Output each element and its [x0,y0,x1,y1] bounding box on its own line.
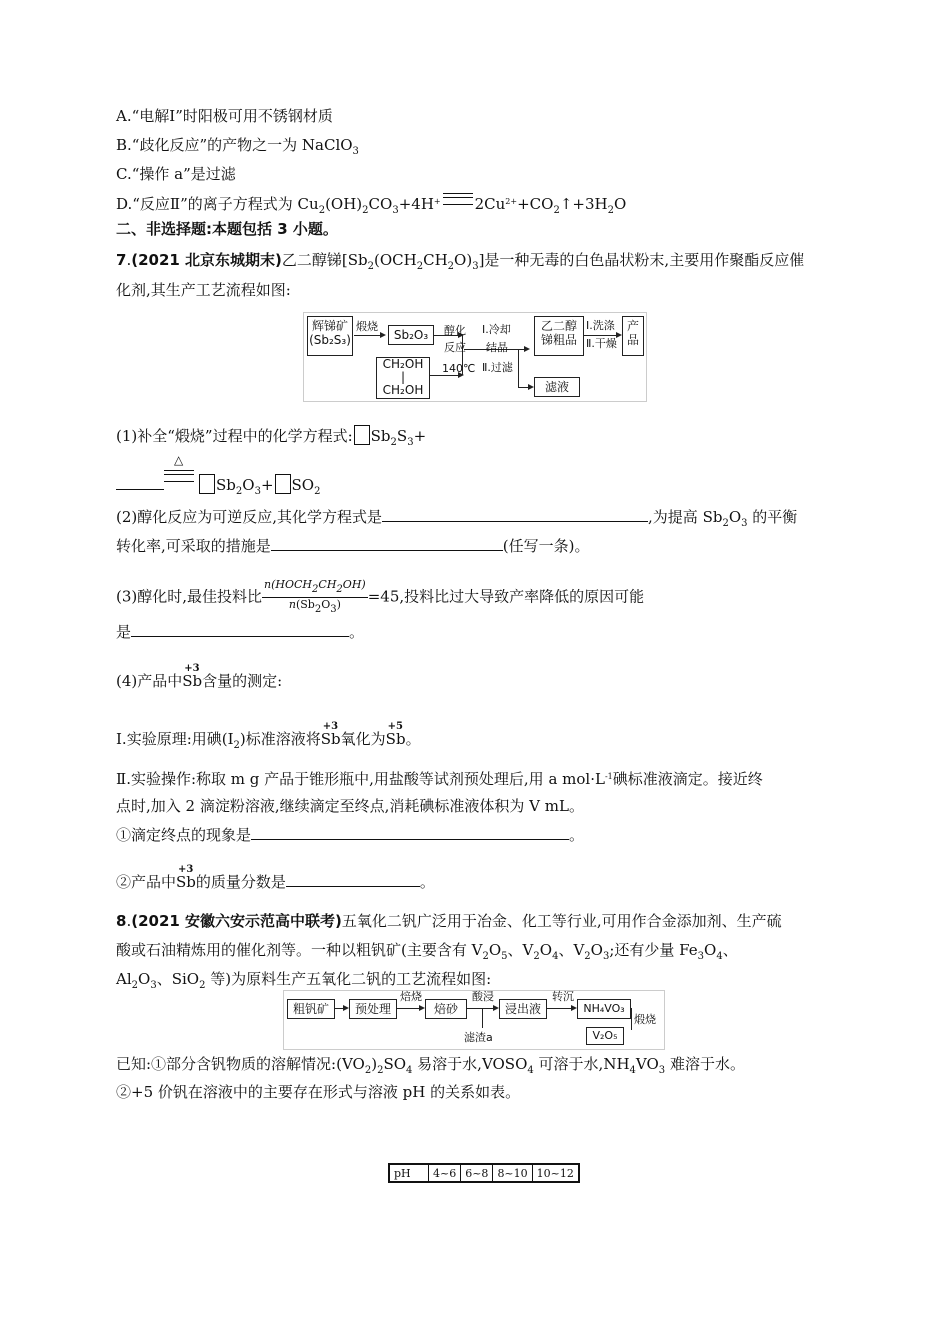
answer-box[interactable] [199,474,215,494]
q7-part3: (3)醇化时,最佳投料比 $\frac{n(HOCH_2CH_2OH)}{n(Sb_2O_3)}$ =45,投料比过大导致产率降低的原因可能 [116,578,645,615]
flow-leach-label: 酸浸 [472,990,494,1003]
flow-esterify-label: 醇化 [444,324,466,337]
flow-arrow [397,1008,423,1009]
q7-intro: 7.(2021 北京东城期末)乙二醇锑$[Sb_2(OCH_2CH_2O)_3]$是一种无毒的白色晶状粉末,主要用作聚酯反应催 [116,251,805,272]
q7-mass-fraction: ②产品中Sb +3 的质量分数是 。 [116,864,435,891]
flow-cool-label2: 结晶 [486,341,508,354]
flow-arrow [547,1008,575,1009]
flow-residue-label: 滤渣a [464,1031,493,1044]
flow-arrow [335,1008,347,1009]
table-cell: 8~10 [493,1164,532,1182]
q8-known1: 已知:①部分含钒物质的溶解情况$:(VO_2)_2SO_4$ 易溶于水$,VOSO_4$ 可溶于水$,NH_4VO_3$ 难溶于水。 [116,1055,745,1076]
flow-wash-label: Ⅰ.洗涤 [586,319,615,332]
flow-calcine-label: 煅烧 [634,1013,656,1026]
table-row [389,1164,579,1182]
ratio-fraction: $\frac{n(HOCH_2CH_2OH)}{n(Sb_2O_3)}$ [264,578,366,615]
q7-part1-eq: △ $Sb_2O_3+ SO_2$ [116,470,320,502]
q8-intro: 8.(2021 安徽六安示范高中联考)五氧化二钒广泛用于冶金、化工等行业,可用作合金添加剂、生产硫 [116,912,782,930]
table-cell: 6~8 [461,1164,493,1182]
table-cell: pH [389,1164,429,1182]
flow-line [631,1008,632,1030]
answer-blank[interactable] [271,536,503,551]
answer-box[interactable] [275,474,291,494]
q8-intro3: $Al_2O_3$、SiO$_2$ 等)为原料生产五氧化二钒的工艺流程如图: [116,970,492,991]
flow-dry-label: Ⅱ.干燥 [586,337,617,350]
flow-convert-label: 转沉 [552,990,574,1003]
q7-intro2: 化剂,其生产工艺流程如图: [116,281,291,299]
flow-arrow [354,335,384,336]
q7-operation: Ⅱ.实验操作:称取 m g 产品于锥形瓶中,用盐酸等试剂预处理后,用 a $mol\cdot L^{-1}$碘标准液滴定。接近终 [116,770,763,788]
answer-box[interactable] [354,425,370,445]
answer-blank[interactable] [131,622,349,637]
q7-operation2: 点时,加入 2 滴淀粉溶液,继续滴定至终点,消耗碘标准液体积为 V mL。 [116,797,584,815]
flow-crude-box: 乙二醇 锑粗品 [534,316,584,356]
flow-v2o5-box: V₂O₅ [586,1027,624,1045]
flow-pretreat-box: 预处理 [349,999,397,1019]
flow-calcine-label: 煅烧 [356,320,378,333]
q8-known2: ②+5 价钒在溶液中的主要存在形式与溶液 pH 的关系如表。 [116,1083,521,1101]
flow-roast-label: 焙烧 [400,990,422,1003]
option-a: A.“电解Ⅰ”时阳极可用不锈钢材质 [116,107,333,125]
table-cell: 10~12 [532,1164,579,1182]
flow-arrow [430,375,462,376]
q7-endpoint: ①滴定终点的现象是 。 [116,826,585,844]
option-c: C.“操作 a”是过滤 [116,165,236,183]
flow-diol-box: CH₂OH | CH₂OH [376,357,430,399]
q7-flow-diagram [303,312,647,402]
flow-cool-label: Ⅰ.冷却 [482,323,511,336]
flow-temp-label: 140℃ [442,362,476,375]
option-b: B.“歧化反应”的产物之一为 NaClO$_3$ [116,136,359,157]
answer-blank[interactable] [116,475,164,490]
flow-line [482,1008,483,1028]
q7-part1: (1)补全“煅烧”过程中的化学方程式: $Sb_2S_3+$ [116,427,427,448]
table-cell: 4~6 [429,1164,461,1182]
flow-line [518,349,519,387]
flow-nh4vo3-box: NH₄VO₃ [577,999,631,1019]
q7-part2: (2)醇化反应为可逆反应,其化学方程式是 ,为提高 $Sb_2O_3$ 的平衡 [116,508,798,529]
q7-part4: (4)产品中Sb +3 含量的测定: [116,663,283,690]
flow-leachate-box: 浸出液 [499,999,547,1019]
answer-blank[interactable] [286,872,420,887]
option-d: D.“反应Ⅱ”的离子方程式为 $Cu_2(OH)_2CO_3+4H^+$ $2Cu^{2+}+CO_2↑+3H_2O$ [116,195,627,216]
flow-ore-box: 辉锑矿 (Sb₂S₃) [307,316,353,356]
q7-principle: Ⅰ.实验原理:用碘$(I_2)$标准溶液将Sb +3 氧化为Sb +5 。 [116,721,421,751]
flow-arrow [584,335,620,336]
flow-esterify-label2: 反应 [444,341,466,354]
flow-ore-box: 粗钒矿 [287,999,335,1019]
answer-blank[interactable] [382,507,648,522]
answer-blank[interactable] [251,825,569,840]
flow-filtrate-box: 滤液 [534,377,580,397]
q7-part2b: 转化率,可采取的措施是 (任写一条)。 [116,537,590,555]
q8-flow-diagram [283,990,665,1050]
flow-sb2o3-box: Sb₂O₃ [388,325,434,345]
flow-arrow [518,387,532,388]
flow-filter-label: Ⅱ.过滤 [482,361,513,374]
flow-sand-box: 焙砂 [425,999,467,1019]
flow-product-box: 产 品 [622,316,644,356]
ph-table [388,1163,580,1183]
q8-intro2: 酸或石油精炼用的催化剂等。一种以粗钒矿(主要含有 $V_2O_5$、$V_2O_4$、$V_2O_3$;还有少量 $Fe_3O_4$、 [116,941,738,962]
section-title: 二、非选择题:本题包括 3 小题。 [116,220,338,238]
q7-part3b: 是 。 [116,623,365,641]
